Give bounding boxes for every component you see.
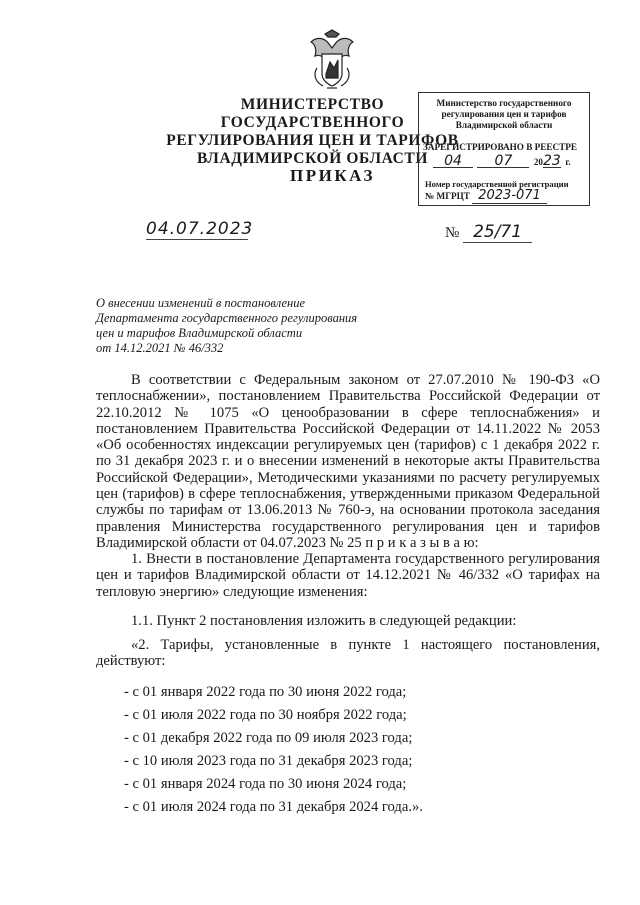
- period-item: - с 01 декабря 2022 года по 09 июля 2023 года;: [124, 730, 413, 746]
- stamp-number-label: Номер государственной регистрации: [425, 179, 569, 189]
- stamp-org-line: Министерство государственного: [436, 98, 572, 108]
- stamp-number: 2023-071: [472, 188, 547, 204]
- ministry-line: МИНИСТЕРСТВО ГОСУДАРСТВЕННОГО: [220, 96, 405, 131]
- period-item: - с 01 июля 2024 года по 31 декабря 2024 года.».: [124, 799, 423, 815]
- ministry-line: РЕГУЛИРОВАНИЯ ЦЕН И ТАРИФОВ: [166, 132, 459, 149]
- period-item: - с 10 июля 2023 года по 31 декабря 2023 года;: [124, 753, 413, 769]
- stamp-year-prefix: 20: [533, 157, 543, 167]
- order-number-sign: №: [445, 225, 460, 241]
- order-number-row: [445, 222, 532, 242]
- stamp-day: 04: [433, 156, 473, 168]
- stamp-month: 07: [477, 156, 529, 168]
- stamp-year-suffix: г.: [565, 157, 571, 167]
- stamp-number-row: [425, 190, 547, 202]
- subject-line: Департамента государственного регулирования: [96, 311, 358, 325]
- subject-line: от 14.12.2021 № 46/332: [96, 341, 224, 355]
- clause-2-text: «2. Тарифы, установленные в пункте 1 настоящего постановления, действуют:: [96, 637, 600, 670]
- subject-line: цен и тарифов Владимирской области: [96, 326, 303, 340]
- order-number: 25/71: [463, 222, 532, 243]
- period-item: - с 01 января 2024 года по 30 июня 2024 года;: [124, 776, 407, 792]
- registration-stamp: [418, 92, 590, 206]
- stamp-org-line: Владимирской области: [455, 120, 553, 130]
- stamp-registered-label: ЗАРЕГИСТРИРОВАНО В РЕЕСТРЕ: [423, 142, 578, 152]
- coat-of-arms-icon: [303, 28, 361, 92]
- period-item: - с 01 января 2022 года по 30 июня 2022 года;: [124, 684, 407, 700]
- ministry-line: ВЛАДИМИРСКОЙ ОБЛАСТИ: [196, 150, 429, 167]
- stamp-org-line: регулирования цен и тарифов: [441, 109, 567, 119]
- order-subject: [96, 296, 396, 356]
- clause-1: 1. Внести в постановление Департамента государственного регулирования цен и тарифов Владимирской области от 14.12.2021 № 46/332 «О тарифах на тепловую энергию» следующие изменения:: [96, 551, 600, 600]
- preamble-paragraph: В соответствии с Федеральным законом от 27.07.2010 № 190-ФЗ «О теплоснабжении», постановлением Правительства Российской Федерации от 22.10.2012 № 1075 «О ценообразовании в сфере теплоснабжения» и постановлением Правительства Российской Федерации от 14.11.2022 № 2053 «Об особенностях индексации регулируемых цен (тарифов) с 1 декабря 2022 г. по 31 декабря 2023 г. и о внесении изменений в некоторые акты Правительства Российской Федерации», Методическими указаниями по расчету регулируемых цен (тарифов) в сфере теплоснабжения, утвержденными приказом Федеральной службы по тарифам от 13.06.2013 № 760-э, на основании протокола заседания правления Министерства государственного регулирования цен и тарифов Владимирской области от 04.07.2023 № 25 п р и к а з ы в а ю:: [96, 372, 600, 551]
- stamp-number-prefix: № МГРЦТ: [425, 191, 470, 201]
- document-title: ПРИКАЗ: [290, 166, 375, 185]
- clause-1-1: 1.1. Пункт 2 постановления изложить в следующей редакции:: [131, 613, 517, 629]
- stamp-org: [419, 98, 589, 131]
- stamp-year: 23: [542, 153, 561, 169]
- stamp-date: [433, 153, 571, 169]
- period-item: - с 01 июля 2022 года по 30 ноября 2022 года;: [124, 707, 407, 723]
- order-date: 04.07.2023: [146, 219, 254, 239]
- subject-line: О внесении изменений в постановление: [96, 296, 306, 310]
